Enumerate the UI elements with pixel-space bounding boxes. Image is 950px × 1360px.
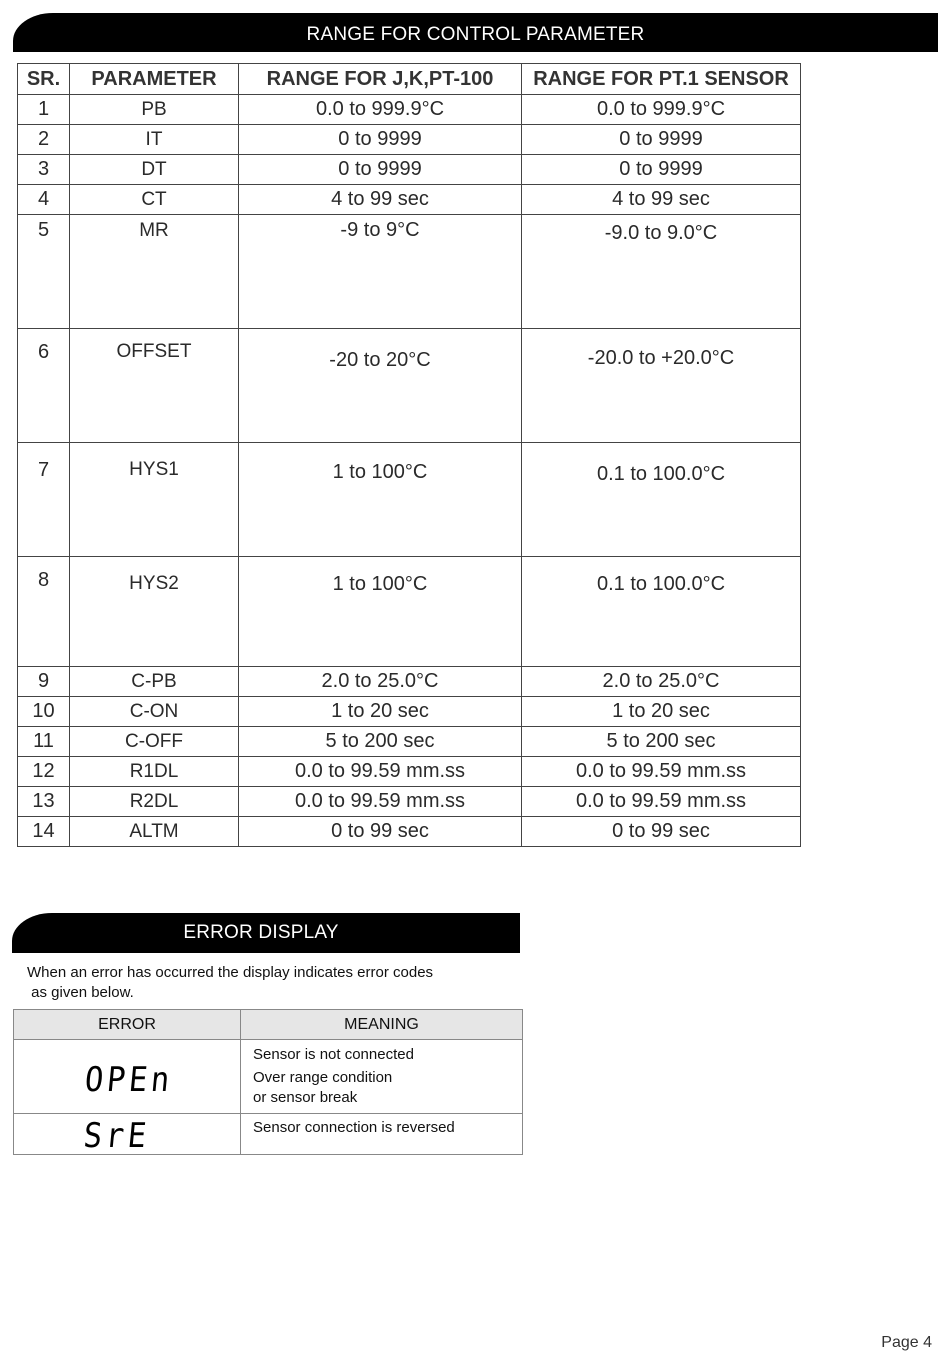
table-row	[14, 1114, 523, 1155]
row-sr: 3	[18, 155, 70, 185]
error-section-title	[12, 913, 520, 953]
row-range-jk: 1 to 20 sec	[239, 697, 522, 727]
table-row	[18, 727, 801, 757]
row-range-jk: 0.0 to 99.59 mm.ss	[239, 787, 522, 817]
row-sr-text: 5	[37, 219, 50, 241]
header-sr: SR.	[18, 64, 70, 95]
row-sr: 4	[18, 185, 70, 215]
table-row	[18, 443, 801, 557]
table-row	[14, 1040, 523, 1114]
row-range-pt1: 0 to 99 sec	[522, 817, 801, 847]
meaning-line: Sensor connection is reversed	[253, 1119, 455, 1136]
header-parameter: PARAMETER	[70, 64, 239, 95]
error-meaning-cell	[241, 1114, 523, 1155]
row-range-pt1: 0 to 9999	[522, 125, 801, 155]
header-range-jk: RANGE FOR J,K,PT-100	[239, 64, 522, 95]
row-range-pt1	[522, 329, 801, 443]
row-parameter	[70, 215, 239, 329]
row-range-pt1-text: -20.0 to +20.0°C	[587, 347, 735, 369]
error-table-header	[14, 1010, 523, 1040]
row-range-jk: 5 to 200 sec	[239, 727, 522, 757]
error-code-sre: SrE	[81, 1116, 152, 1156]
row-sr	[18, 557, 70, 667]
error-section-title-text: ERROR DISPLAY	[183, 922, 339, 943]
row-sr-text: 7	[37, 459, 50, 481]
table-row	[18, 125, 801, 155]
range-table	[17, 63, 801, 847]
row-range-pt1-text: 0.1 to 100.0°C	[596, 573, 726, 595]
row-parameter: ALTM	[70, 817, 239, 847]
row-range-jk: 0.0 to 999.9°C	[239, 95, 522, 125]
error-code-cell	[14, 1114, 241, 1155]
row-range-pt1: 0.0 to 99.59 mm.ss	[522, 757, 801, 787]
row-parameter	[70, 443, 239, 557]
range-table-header	[18, 64, 801, 95]
range-section-title-text: RANGE FOR CONTROL PARAMETER	[306, 23, 645, 45]
row-range-jk: 0 to 9999	[239, 125, 522, 155]
row-sr	[18, 443, 70, 557]
row-range-jk: 4 to 99 sec	[239, 185, 522, 215]
row-range-pt1: 5 to 200 sec	[522, 727, 801, 757]
row-sr-text: 6	[37, 341, 50, 363]
row-range-jk-text: -20 to 20°C	[329, 349, 431, 371]
row-range-pt1: 4 to 99 sec	[522, 185, 801, 215]
row-range-jk	[239, 557, 522, 667]
row-sr: 14	[18, 817, 70, 847]
error-code-cell	[14, 1040, 241, 1114]
row-parameter: R1DL	[70, 757, 239, 787]
page-number: Page 4	[881, 1334, 932, 1351]
table-row	[18, 329, 801, 443]
range-section-title	[13, 13, 938, 52]
row-range-pt1	[522, 557, 801, 667]
row-range-jk: 0.0 to 99.59 mm.ss	[239, 757, 522, 787]
row-parameter-text: OFFSET	[116, 341, 192, 362]
error-meaning-cell	[241, 1040, 523, 1114]
header-meaning: MEANING	[241, 1010, 523, 1040]
row-parameter-text: HYS1	[129, 459, 179, 480]
row-parameter: R2DL	[70, 787, 239, 817]
meaning-line: or sensor break	[253, 1089, 358, 1106]
row-range-jk: 0 to 99 sec	[239, 817, 522, 847]
row-sr-text: 8	[37, 569, 50, 591]
row-range-pt1-text: 0.1 to 100.0°C	[596, 463, 726, 485]
row-range-pt1: 2.0 to 25.0°C	[522, 667, 801, 697]
table-row	[18, 185, 801, 215]
row-parameter	[70, 557, 239, 667]
row-parameter: DT	[70, 155, 239, 185]
error-intro-text	[27, 963, 517, 1003]
row-sr: 12	[18, 757, 70, 787]
error-table	[13, 1009, 523, 1155]
table-row	[18, 95, 801, 125]
error-intro-line-1: When an error has occurred the display indicates error codes	[27, 964, 434, 981]
row-parameter: CT	[70, 185, 239, 215]
row-range-pt1-text: -9.0 to 9.0°C	[604, 222, 718, 244]
table-row	[18, 817, 801, 847]
row-sr: 9	[18, 667, 70, 697]
table-row	[18, 697, 801, 727]
row-parameter: C-ON	[70, 697, 239, 727]
row-range-jk	[239, 329, 522, 443]
table-row	[18, 215, 801, 329]
row-sr: 11	[18, 727, 70, 757]
row-range-pt1	[522, 215, 801, 329]
row-sr	[18, 215, 70, 329]
error-intro-line-2: as given below.	[27, 984, 134, 1001]
row-parameter: IT	[70, 125, 239, 155]
table-row	[18, 757, 801, 787]
row-range-pt1: 1 to 20 sec	[522, 697, 801, 727]
row-range-pt1: 0.0 to 999.9°C	[522, 95, 801, 125]
row-parameter: C-OFF	[70, 727, 239, 757]
row-range-jk	[239, 443, 522, 557]
row-range-jk-text: -9 to 9°C	[340, 219, 420, 241]
table-row	[18, 667, 801, 697]
row-sr: 10	[18, 697, 70, 727]
row-sr: 13	[18, 787, 70, 817]
row-range-pt1	[522, 443, 801, 557]
row-range-pt1: 0.0 to 99.59 mm.ss	[522, 787, 801, 817]
table-row	[18, 557, 801, 667]
meaning-line: Sensor is not connected	[253, 1046, 414, 1063]
table-row	[18, 787, 801, 817]
row-range-pt1: 0 to 9999	[522, 155, 801, 185]
row-sr: 2	[18, 125, 70, 155]
row-range-jk	[239, 215, 522, 329]
table-row	[18, 155, 801, 185]
header-error: ERROR	[14, 1010, 241, 1040]
header-range-pt1: RANGE FOR PT.1 SENSOR	[522, 64, 801, 95]
row-range-jk: 2.0 to 25.0°C	[239, 667, 522, 697]
row-parameter: PB	[70, 95, 239, 125]
error-code-open: OPEn	[83, 1060, 175, 1100]
row-range-jk-text: 1 to 100°C	[332, 573, 428, 595]
row-parameter-text: HYS2	[129, 573, 179, 594]
row-range-jk: 0 to 9999	[239, 155, 522, 185]
row-parameter-text: MR	[139, 220, 169, 241]
row-parameter	[70, 329, 239, 443]
row-sr	[18, 329, 70, 443]
row-sr: 1	[18, 95, 70, 125]
meaning-line: Over range condition	[253, 1069, 393, 1086]
row-range-jk-text: 1 to 100°C	[332, 461, 428, 483]
row-parameter: C-PB	[70, 667, 239, 697]
